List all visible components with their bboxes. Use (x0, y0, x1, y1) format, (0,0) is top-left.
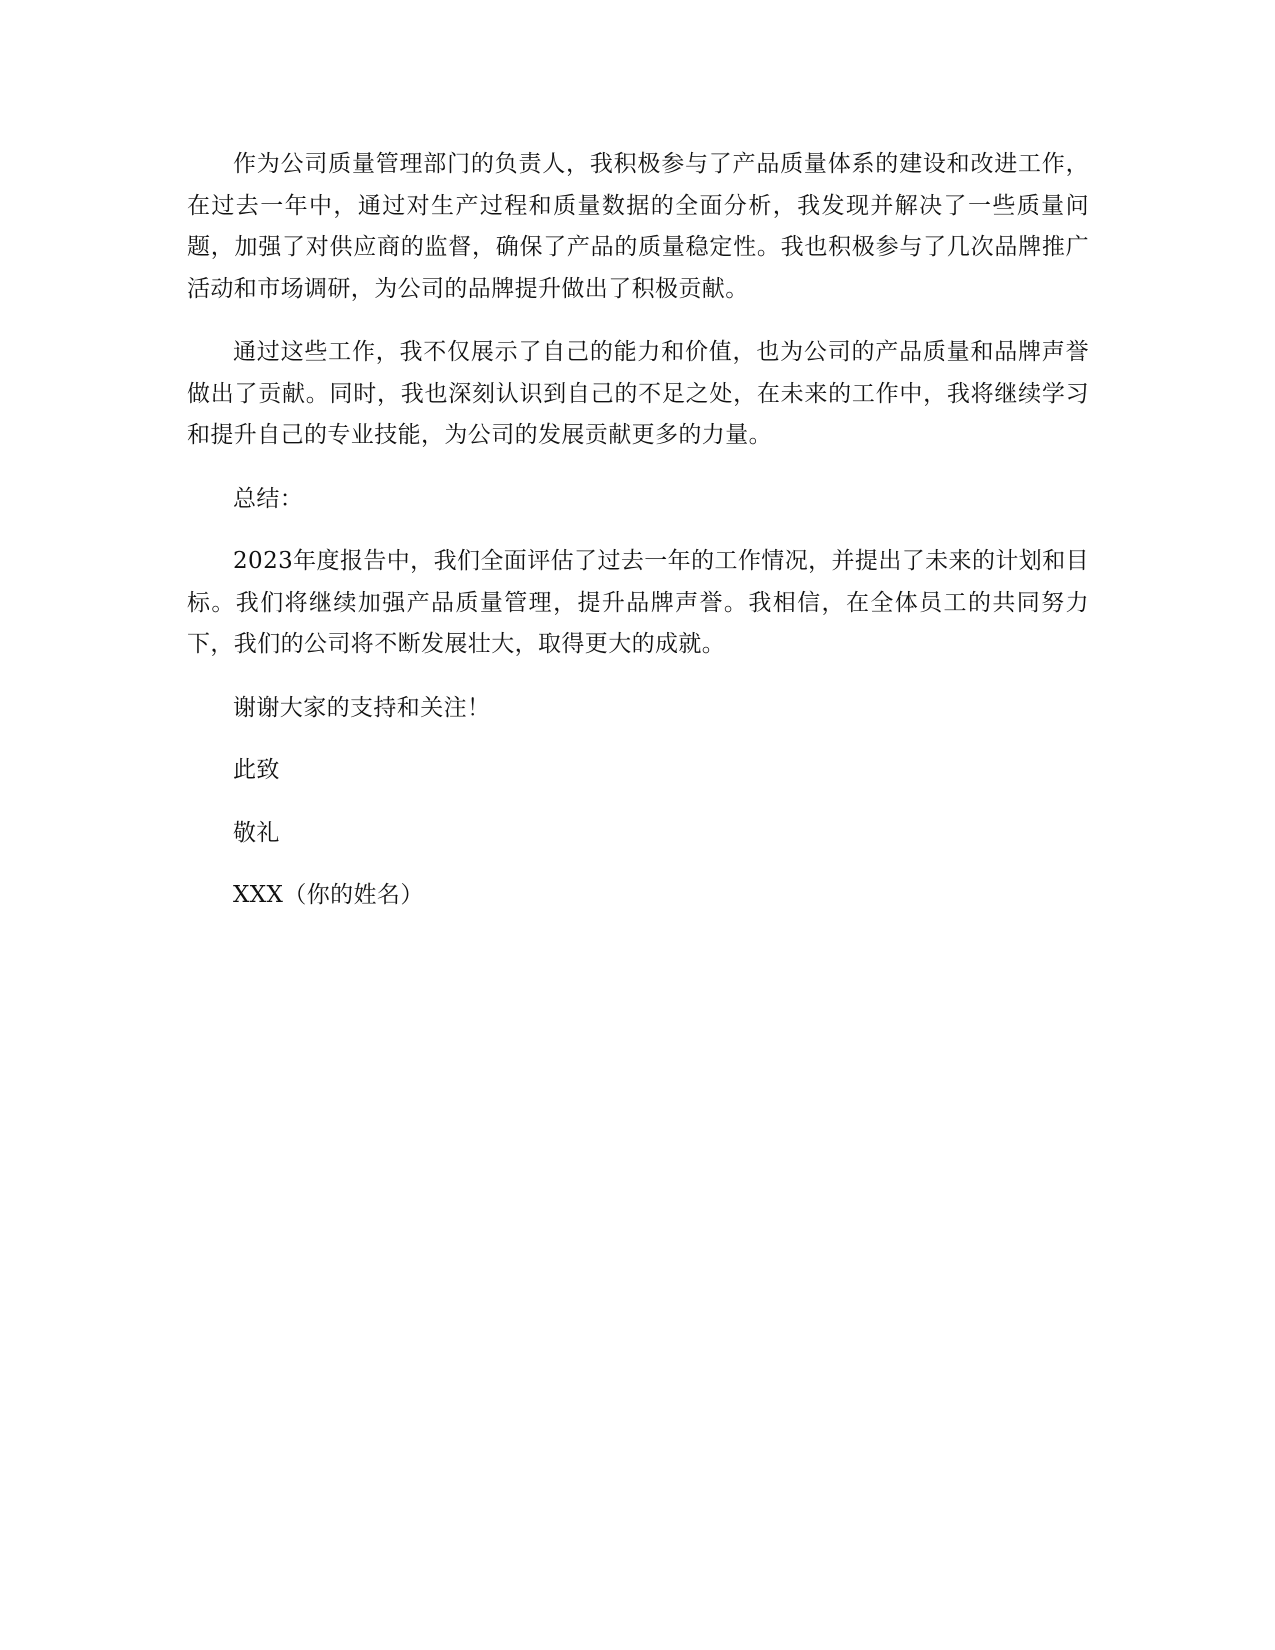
paragraph-annual-report: 2023年度报告中，我们全面评估了过去一年的工作情况，并提出了未来的计划和目标。我们将继续加强产品质量管理，提升品牌声誉。我相信，在全体员工的共同努力下，我们的公司将不断发展壮大，取得更大的成就。 (187, 548, 1089, 657)
closing-jingli: 敬礼 (233, 819, 280, 846)
summary-heading: 总结： (233, 485, 304, 512)
paragraph-quality-work: 作为公司质量管理部门的负责人，我积极参与了产品质量体系的建设和改进工作，在过去一年中，通过对生产过程和质量数据的全面分析，我发现并解决了一些质量问题，加强了对供应商的监督，确保了产品的质量稳定性。我也积极参与了几次品牌推广活动和市场调研，为公司的品牌提升做出了积极贡献。 (187, 151, 1089, 302)
document-body (187, 144, 1089, 938)
signature-name: XXX（你的姓名） (233, 882, 424, 908)
closing-cizhi: 此致 (233, 757, 280, 783)
paragraph-contribution: 通过这些工作，我不仅展示了自己的能力和价值，也为公司的产品质量和品牌声誉做出了贡献。同时，我也深刻认识到自己的不足之处，在未来的工作中，我将继续学习和提升自己的专业技能，为公司的发展贡献更多的力量。 (187, 339, 1089, 448)
thanks-line: 谢谢大家的支持和关注！ (233, 694, 491, 721)
